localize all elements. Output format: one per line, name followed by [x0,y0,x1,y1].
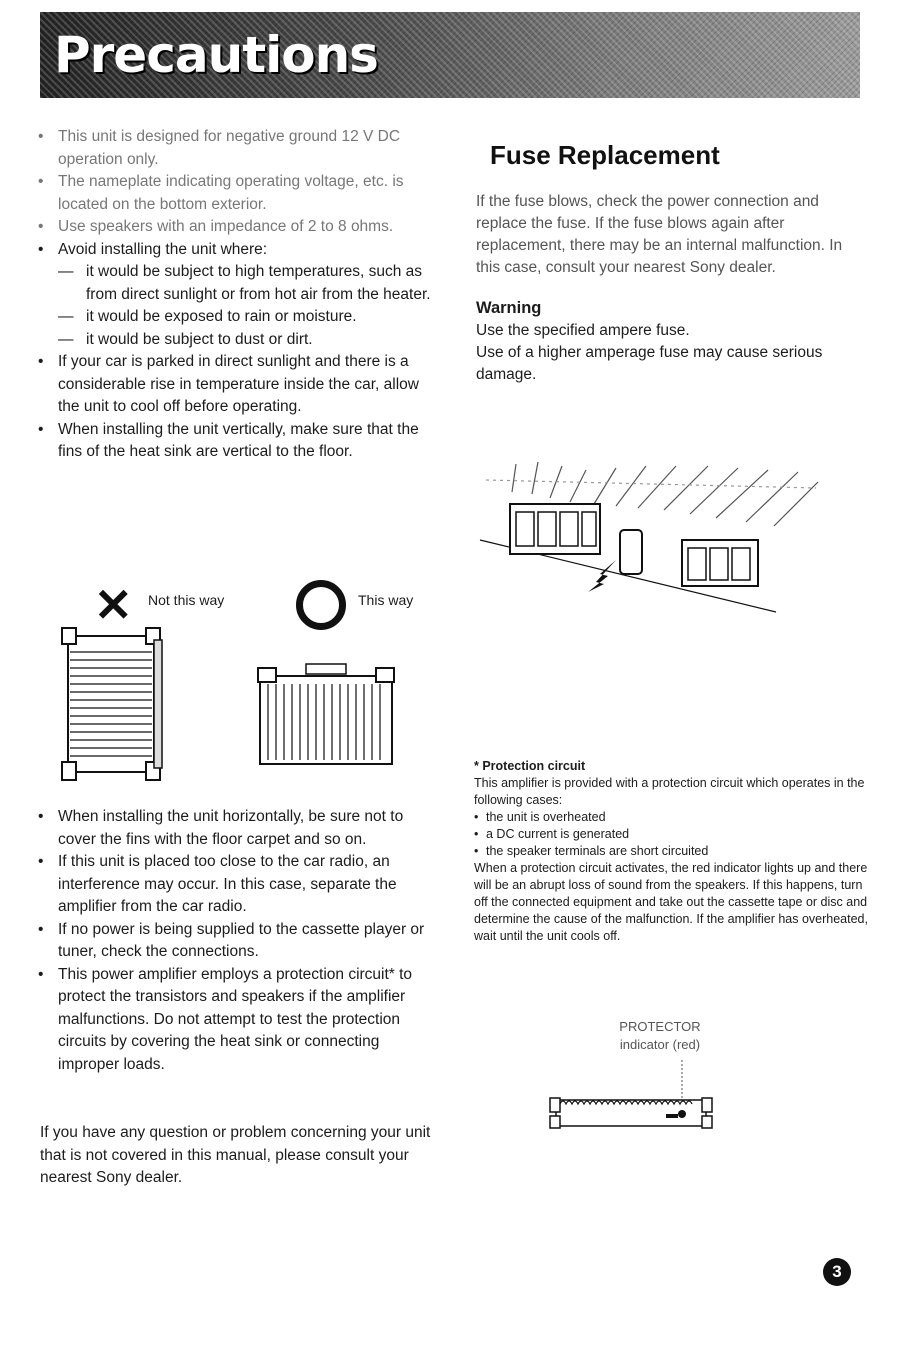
fuse-section [476,140,866,386]
cross-mark-icon: ✕ [94,579,133,631]
protector-indicator-illustration [548,1060,718,1132]
indicator-color-label: indicator (red) [619,1037,701,1052]
list-item: • If no power is being supplied to the cassette player or tuner, check the connections. [34,919,434,964]
list-item-text: Avoid installing the unit where: [58,240,268,258]
protection-title: * Protection circuit [474,759,586,773]
page-number-badge: 3 [823,1258,851,1286]
list-item: • This unit is designed for negative ground 12 V DC operation only. [34,126,434,171]
fuse-heading: Fuse Replacement [490,140,720,170]
warning-line: Use the specified ampere fuse. [476,322,690,339]
fuse-replacement-illustration [476,452,826,620]
protection-circuit-section [474,758,874,945]
not-this-way-label: Not this way [148,592,225,608]
list-item: • Use speakers with an impedance of 2 to 8 ohms. [34,216,434,239]
list-item: • If your car is parked in direct sunlight and there is a considerable rise in temperature inside the car, allow the unit to cool off before operating. [34,351,434,419]
list-item [34,239,434,352]
amplifier-horizontal-correct-illustration [256,662,396,768]
page-title: Precautions [54,26,378,84]
protector-label: PROTECTOR [619,1019,701,1034]
protection-case: • a DC current is generated [474,826,874,843]
header-banner [40,12,860,98]
warning-heading: Warning [476,299,542,317]
list-item: • When installing the unit horizontally, be sure not to cover the fins with the floor carpet and so on. [34,806,434,851]
closing-paragraph: If you have any question or problem concerning your unit that is not covered in this manual, please consult your nearest Sony dealer. [40,1124,431,1186]
protection-case: • the unit is overheated [474,809,874,826]
circle-mark-icon [296,580,346,630]
warning-line: Use of a higher amperage fuse may cause serious damage. [476,344,823,383]
sub-list-item: — it would be subject to dust or dirt. [58,329,434,352]
fuse-body: If the fuse blows, check the power connection and replace the fuse. If the fuse blows again after replacement, there may be an internal malfunction. In this case, consult your nearest Sony dealer. [476,193,843,276]
orientation-figure [56,576,436,796]
list-item: • The nameplate indicating operating voltage, etc. is located on the bottom exterior. [34,171,434,216]
sub-list-item: — it would be subject to high temperatures, such as from direct sunlight or from hot air from the heater. [58,261,434,306]
list-item: • When installing the unit vertically, make sure that the fins of the heat sink are vertical to the floor. [34,419,434,464]
list-item: • This power amplifier employs a protection circuit* to protect the transistors and speakers if the amplifier malfunctions. Do not attempt to test the protection circuits by covering the heat sink or connecting improper loads. [34,964,434,1077]
protection-intro: This amplifier is provided with a protection circuit which operates in the following cases: [474,776,865,807]
precautions-list-continued [34,806,434,1076]
list-item: • If this unit is placed too close to the car radio, an interference may occur. In this case, separate the amplifier from the car radio. [34,851,434,919]
protection-body: When a protection circuit activates, the red indicator lights up and there will be an abrupt loss of sound from the speakers. If this happens, turn off the connected equipment and take out the cassette tape or disc and determine the cause of the malfunction. If the amplifier has overheated, wait until the unit cools off. [474,861,868,943]
protection-case: • the speaker terminals are short circuited [474,843,874,860]
this-way-label: This way [358,592,414,608]
sub-list-item: — it would be exposed to rain or moisture. [58,306,434,329]
amplifier-vertical-wrong-illustration [60,626,170,784]
precautions-list [34,126,434,464]
protector-indicator-label [608,1018,712,1054]
